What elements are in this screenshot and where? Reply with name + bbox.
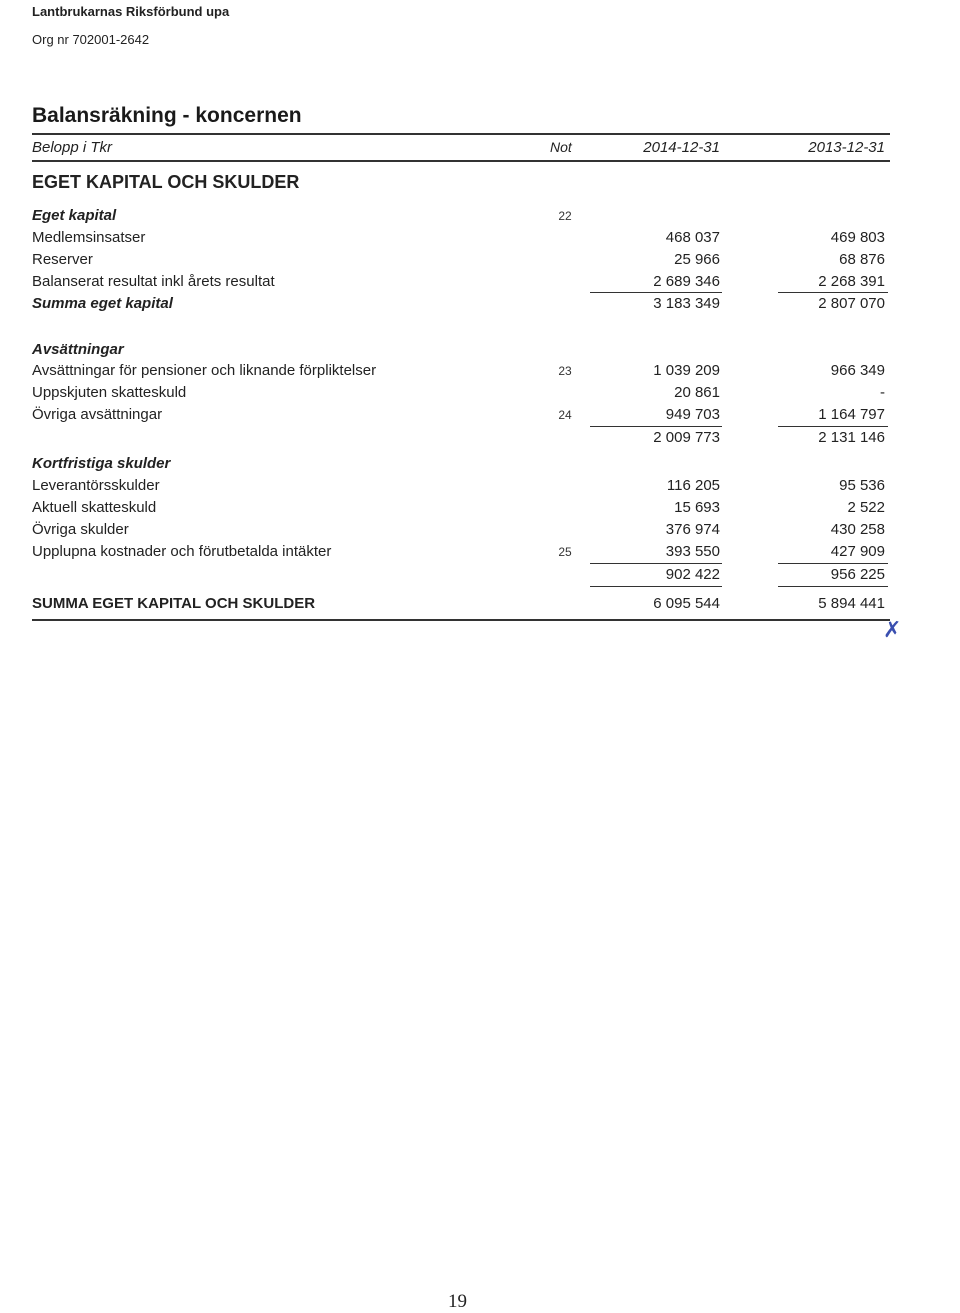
row-label: Upplupna kostnader och förutbetalda intäkter bbox=[32, 543, 332, 560]
table-row bbox=[0, 273, 960, 293]
subtotal-rule bbox=[778, 426, 888, 427]
row-note: 25 bbox=[558, 545, 572, 559]
row-value-2014: 2 009 773 bbox=[653, 429, 720, 446]
row-label: Aktuell skatteskuld bbox=[32, 499, 157, 516]
row-value-2013: 427 909 bbox=[830, 543, 885, 560]
table-row bbox=[0, 543, 960, 563]
row-label: Avsättningar för pensioner och liknande förpliktelser bbox=[32, 362, 377, 379]
row-label: Medlemsinsatser bbox=[32, 229, 146, 246]
row-value-2014: 15 693 bbox=[674, 499, 720, 516]
row-value-2014: 393 550 bbox=[665, 543, 720, 560]
row-label: Uppskjuten skatteskuld bbox=[32, 384, 187, 401]
row-value-2013: 2 807 070 bbox=[818, 295, 885, 312]
table-row bbox=[0, 499, 960, 519]
row-value-2013: 5 894 441 bbox=[818, 595, 885, 612]
row-value-2013: 469 803 bbox=[830, 229, 885, 246]
row-value-2014: 1 039 209 bbox=[653, 362, 720, 379]
table-row-grand-total bbox=[0, 595, 960, 615]
table-row bbox=[0, 251, 960, 271]
row-label: Eget kapital bbox=[32, 207, 117, 224]
row-value-2013: - bbox=[880, 384, 885, 401]
subtotal-rule bbox=[590, 586, 722, 587]
subtotal-rule bbox=[778, 292, 888, 293]
row-value-2013: 2 131 146 bbox=[818, 429, 885, 446]
title-rule bbox=[32, 133, 890, 135]
subtotal-rule bbox=[778, 586, 888, 587]
row-value-2014: 6 095 544 bbox=[653, 595, 720, 612]
table-row bbox=[0, 406, 960, 426]
row-value-2013: 68 876 bbox=[839, 251, 885, 268]
row-value-2013: 1 164 797 bbox=[818, 406, 885, 423]
row-value-2013: 956 225 bbox=[830, 566, 885, 583]
row-value-2013: 95 536 bbox=[839, 477, 885, 494]
row-value-2013: 966 349 bbox=[830, 362, 885, 379]
row-label: Övriga skulder bbox=[32, 521, 129, 538]
table-row bbox=[0, 521, 960, 541]
subtotal-rule bbox=[778, 563, 888, 564]
subtotal-rule bbox=[590, 292, 722, 293]
header-belopp: Belopp i Tkr bbox=[32, 139, 113, 156]
row-value-2014: 376 974 bbox=[665, 521, 720, 538]
row-note: 23 bbox=[558, 364, 572, 378]
row-value-2014: 468 037 bbox=[665, 229, 720, 246]
row-value-2014: 25 966 bbox=[674, 251, 720, 268]
row-label: Reserver bbox=[32, 251, 93, 268]
header-not: Not bbox=[550, 139, 572, 155]
table-row-avsattningar bbox=[0, 341, 960, 361]
row-value-2014: 2 689 346 bbox=[653, 273, 720, 290]
row-label: Kortfristiga skulder bbox=[32, 455, 171, 472]
check-mark-icon: ✗ bbox=[883, 618, 902, 643]
row-label: Avsättningar bbox=[32, 341, 124, 358]
table-row-kortfristiga-skulder bbox=[0, 455, 960, 475]
organization-number: Org nr 702001-2642 bbox=[32, 32, 150, 47]
total-rule bbox=[32, 619, 890, 621]
page-title: Balansräkning - koncernen bbox=[32, 104, 302, 127]
row-value-2013: 2 268 391 bbox=[818, 273, 885, 290]
header-col-2014: 2014-12-31 bbox=[643, 139, 720, 156]
row-value-2014: 3 183 349 bbox=[653, 295, 720, 312]
header-rule bbox=[32, 160, 890, 162]
table-row bbox=[0, 229, 960, 249]
section-title: EGET KAPITAL OCH SKULDER bbox=[32, 172, 300, 192]
subtotal-rule bbox=[590, 563, 722, 564]
row-note: 24 bbox=[558, 408, 572, 422]
row-label: Leverantörsskulder bbox=[32, 477, 160, 494]
header-col-2013: 2013-12-31 bbox=[808, 139, 885, 156]
row-value-2013: 430 258 bbox=[830, 521, 885, 538]
row-label: Summa eget kapital bbox=[32, 295, 173, 312]
row-label: Balanserat resultat inkl årets resultat bbox=[32, 273, 275, 290]
table-row-eget-kapital bbox=[0, 207, 960, 227]
table-row bbox=[0, 384, 960, 404]
row-value-2013: 2 522 bbox=[847, 499, 885, 516]
subtotal-rule bbox=[590, 426, 722, 427]
table-row bbox=[0, 362, 960, 382]
row-label: SUMMA EGET KAPITAL OCH SKULDER bbox=[32, 595, 316, 612]
table-row bbox=[0, 477, 960, 497]
table-row-subtotal bbox=[0, 429, 960, 449]
table-row-subtotal bbox=[0, 566, 960, 586]
row-value-2014: 20 861 bbox=[674, 384, 720, 401]
row-value-2014: 116 205 bbox=[666, 477, 720, 494]
row-value-2014: 902 422 bbox=[665, 566, 720, 583]
organization-name: Lantbrukarnas Riksförbund upa bbox=[32, 4, 230, 19]
row-note: 22 bbox=[558, 209, 572, 223]
row-value-2014: 949 703 bbox=[665, 406, 720, 423]
row-label: Övriga avsättningar bbox=[32, 406, 163, 423]
table-row-summa-eget-kapital bbox=[0, 295, 960, 315]
page-number: 19 bbox=[448, 1291, 467, 1312]
